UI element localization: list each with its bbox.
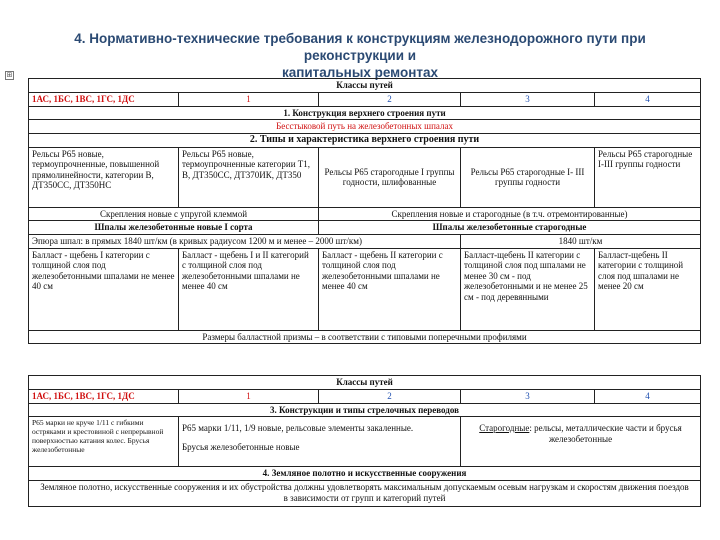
switch-bearers-new: Брусья железобетонные новые (182, 441, 300, 452)
class-number-2-4: 4 (595, 390, 701, 404)
switch-class-4-5 (461, 417, 701, 467)
section-4-heading: 4. Земляное полотно и искусственные сооружения (29, 467, 701, 481)
track-classes-label: 1АС, 1БС, 1ВС, 1ГС, 1ДС (29, 93, 179, 107)
table-move-handle-icon[interactable]: ⊞ (6, 71, 13, 79)
switch-old-label: Старогодные (479, 423, 530, 433)
jointless-track-note: Бесстыковой путь на железобетонных шпалах (29, 120, 701, 134)
class-number-1: 1 (179, 93, 319, 107)
section-3-heading: 3. Конструкции и типы стрелочных переводов (29, 403, 701, 417)
class-number-2-2: 2 (319, 390, 461, 404)
ballast-class-4: Балласт-щебень II категории с толщиной слоя под шпалами не менее 30 см - под железобетонными и не менее 25 см - под деревянными (461, 248, 595, 330)
switch-class-2-3 (179, 417, 461, 467)
class-number-2-3: 3 (461, 390, 595, 404)
switch-old-text: : рельсы, металлические части и брусья железобетонные (529, 423, 682, 444)
page-title (40, 30, 680, 81)
earthworks-line-1: Земляное полотно, искусственные сооружения и их обустройства должны удовлетворять максимальным допускаемым осевым нагрузкам и скоростям движения поездов (40, 482, 689, 492)
switch-class-1: Р65 марки не круче 1/11 с гибкими остряками и крестовиной с непрерывной поверхностью катания колес. Брусья железобетонные (29, 417, 179, 467)
requirements-table-top (28, 78, 701, 344)
class-number-2-1: 1 (179, 390, 319, 404)
track-classes-header-2: Классы путей (29, 376, 701, 390)
class-number-3: 3 (461, 93, 595, 107)
sleeper-epure-other: 1840 шт/км (461, 235, 701, 249)
earthworks-text (29, 481, 701, 507)
section-2-heading: 2. Типы и характеристика верхнего строения пути (29, 133, 701, 147)
ballast-class-5: Балласт-щебень II категории с толщиной слоя под шпалами не менее 20 см (595, 248, 701, 330)
track-classes-header: Классы путей (29, 79, 701, 93)
class-number-2: 2 (319, 93, 461, 107)
track-classes-label-2: 1АС, 1БС, 1ВС, 1ГС, 1ДС (29, 390, 179, 404)
fasteners-old: Скрепления новые и старогодные (в т.ч. отремонтированные) (319, 207, 701, 221)
requirements-table-bottom (28, 375, 701, 507)
title-line-1: 4. Нормативно-технические требования к конструкциям железнодорожного пути при реконструкции и (74, 31, 646, 63)
switch-rails-new: Р65 марки 1/11, 1/9 новые, рельсовые элементы закаленные. (182, 423, 414, 433)
ballast-prism-note: Размеры балластной призмы – в соответствии с типовыми поперечными профилями (29, 330, 701, 344)
rails-class-2: Рельсы Р65 новые, термоупрочненные категории Т1, В, ДТ350СС, ДТ370ИК, ДТ350 (179, 147, 319, 207)
rails-class-4: Рельсы Р65 старогодные I- III группы годности (461, 147, 595, 207)
title-line-2: капитальных ремонтах (281, 65, 439, 80)
ballast-class-3: Балласт - щебень II категории с толщиной слоя под железобетонными шпалами не менее 40 см (319, 248, 461, 330)
sleepers-old: Шпалы железобетонные старогодные (319, 221, 701, 235)
class-number-4: 4 (595, 93, 701, 107)
fasteners-new: Скрепления новые с упругой клеммой (29, 207, 319, 221)
sleeper-epure: Эпюра шпал: в прямых 1840 шт/км (в кривых радиусом 1200 м и менее – 2000 шт/км) (29, 235, 461, 249)
section-1-heading: 1. Конструкция верхнего строения пути (29, 106, 701, 120)
ballast-class-1: Балласт - щебень I категории с толщиной слоя под железобетонными шпалами не менее 40 см (29, 248, 179, 330)
sleepers-new: Шпалы железобетонные новые I сорта (29, 221, 319, 235)
earthworks-line-2: в зависимости от групп и категорий путей (283, 492, 446, 503)
ballast-class-2: Балласт - щебень I и II категорий с толщиной слоя под железобетонными шпалами не менее 40 см (179, 248, 319, 330)
rails-class-5: Рельсы Р65 старогодные I-III группы годности (595, 147, 701, 207)
rails-class-3: Рельсы Р65 старогодные I группы годности, шлифованные (319, 147, 461, 207)
rails-class-1: Рельсы Р65 новые, термоупрочненные, повышенной прямолинейности, категории В, ДТ350СС, ДТ350НС (29, 147, 179, 207)
